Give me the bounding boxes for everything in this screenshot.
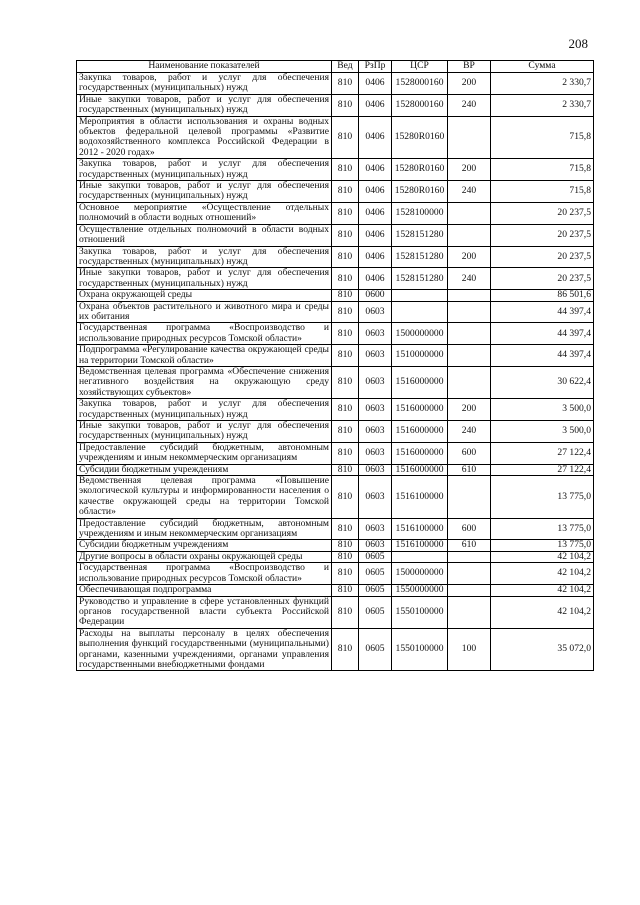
cell-rzpr: 0406 (359, 246, 392, 268)
table-row (77, 159, 594, 181)
cell-vr (448, 116, 491, 159)
cell-ved: 810 (332, 323, 359, 345)
header-name: Наименование показателей (77, 61, 332, 73)
cell-csr: 1516000000 (392, 442, 448, 464)
cell-rzpr: 0603 (359, 421, 392, 443)
cell-name: Государственная программа «Воспроизводство и использование природных ресурсов Томской области» (77, 563, 332, 585)
cell-sum: 35 072,0 (491, 628, 594, 671)
cell-vr: 100 (448, 628, 491, 671)
cell-ved: 810 (332, 585, 359, 596)
table-row (77, 464, 594, 475)
cell-csr (392, 290, 448, 301)
cell-ved: 810 (332, 159, 359, 181)
table-row (77, 268, 594, 290)
cell-csr: 15280R0160 (392, 116, 448, 159)
cell-ved: 810 (332, 551, 359, 562)
cell-vr (448, 301, 491, 323)
header-csr: ЦСР (392, 61, 448, 73)
cell-csr: 1500000000 (392, 563, 448, 585)
cell-vr: 610 (448, 540, 491, 551)
cell-csr: 1550100000 (392, 596, 448, 628)
cell-rzpr: 0603 (359, 366, 392, 398)
cell-rzpr: 0406 (359, 94, 392, 116)
cell-ved: 810 (332, 399, 359, 421)
cell-csr: 15280R0160 (392, 181, 448, 203)
cell-name: Государственная программа «Воспроизводство и использование природных ресурсов Томской области» (77, 323, 332, 345)
cell-rzpr: 0406 (359, 73, 392, 95)
cell-ved: 810 (332, 181, 359, 203)
cell-sum: 2 330,7 (491, 73, 594, 95)
cell-ved: 810 (332, 366, 359, 398)
cell-ved: 810 (332, 540, 359, 551)
cell-ved: 810 (332, 202, 359, 224)
cell-sum: 13 775,0 (491, 540, 594, 551)
cell-vr: 240 (448, 94, 491, 116)
table-row (77, 628, 594, 671)
page-number: 208 (568, 36, 588, 51)
cell-sum: 20 237,5 (491, 224, 594, 246)
cell-name: Подпрограмма «Регулирование качества окружающей среды на территории Томской области» (77, 345, 332, 367)
cell-csr: 1528000160 (392, 94, 448, 116)
cell-name: Закупка товаров, работ и услуг для обеспечения государственных (муниципальных) нужд (77, 399, 332, 421)
cell-sum: 42 104,2 (491, 563, 594, 585)
cell-sum: 44 397,4 (491, 345, 594, 367)
cell-sum: 42 104,2 (491, 585, 594, 596)
cell-name: Мероприятия в области использования и охраны водных объектов федеральной целевой программы «Развитие водохозяйственного комплекса Российской Федерации в 2012 - 2020 годах» (77, 116, 332, 159)
cell-ved: 810 (332, 628, 359, 671)
cell-name: Закупка товаров, работ и услуг для обеспечения государственных (муниципальных) нужд (77, 159, 332, 181)
cell-name: Ведомственная целевая программа «Повышение экологической культуры и информированности населения о качестве окружающей среды на территории Томской области» (77, 476, 332, 519)
header-row (77, 61, 594, 73)
cell-rzpr: 0406 (359, 202, 392, 224)
cell-ved: 810 (332, 73, 359, 95)
cell-name: Руководство и управление в сфере установленных функций органов государственной власти субъекта Российской Федерации (77, 596, 332, 628)
cell-name: Иные закупки товаров, работ и услуг для обеспечения государственных (муниципальных) нужд (77, 181, 332, 203)
cell-name: Расходы на выплаты персоналу в целях обеспечения выполнения функций государственными (муниципальными) органами, казенными учреждениями, органами управления государственными внебюджетными фондами (77, 628, 332, 671)
table-row (77, 596, 594, 628)
cell-csr: 1516000000 (392, 366, 448, 398)
cell-sum: 3 500,0 (491, 421, 594, 443)
cell-vr (448, 585, 491, 596)
cell-rzpr: 0603 (359, 323, 392, 345)
cell-vr (448, 366, 491, 398)
cell-csr: 1550100000 (392, 628, 448, 671)
table-row (77, 345, 594, 367)
cell-name: Обеспечивающая подпрограмма (77, 585, 332, 596)
cell-rzpr: 0406 (359, 181, 392, 203)
budget-table (76, 60, 594, 671)
cell-name: Другие вопросы в области охраны окружающей среды (77, 551, 332, 562)
cell-name: Субсидии бюджетным учреждениям (77, 540, 332, 551)
cell-name: Охрана объектов растительного и животного мира и среды их обитания (77, 301, 332, 323)
cell-rzpr: 0605 (359, 628, 392, 671)
cell-vr: 240 (448, 421, 491, 443)
cell-rzpr: 0603 (359, 518, 392, 540)
cell-rzpr: 0406 (359, 224, 392, 246)
cell-csr: 1510000000 (392, 345, 448, 367)
table-row (77, 224, 594, 246)
cell-ved: 810 (332, 596, 359, 628)
cell-sum: 42 104,2 (491, 551, 594, 562)
cell-vr: 200 (448, 159, 491, 181)
cell-rzpr: 0605 (359, 563, 392, 585)
cell-ved: 810 (332, 94, 359, 116)
table-row (77, 73, 594, 95)
cell-csr: 1516100000 (392, 518, 448, 540)
cell-csr: 1500000000 (392, 323, 448, 345)
cell-rzpr: 0605 (359, 551, 392, 562)
cell-csr: 1516100000 (392, 540, 448, 551)
header-ved: Вед (332, 61, 359, 73)
cell-sum: 2 330,7 (491, 94, 594, 116)
cell-sum: 27 122,4 (491, 464, 594, 475)
cell-csr (392, 301, 448, 323)
table-row (77, 323, 594, 345)
cell-sum: 13 775,0 (491, 476, 594, 519)
cell-sum: 3 500,0 (491, 399, 594, 421)
table-row (77, 476, 594, 519)
cell-rzpr: 0600 (359, 290, 392, 301)
cell-sum: 715,8 (491, 116, 594, 159)
cell-name: Иные закупки товаров, работ и услуг для обеспечения государственных (муниципальных) нужд (77, 421, 332, 443)
cell-vr (448, 596, 491, 628)
cell-csr: 1550000000 (392, 585, 448, 596)
table-row (77, 301, 594, 323)
cell-vr (448, 290, 491, 301)
table-row (77, 421, 594, 443)
cell-ved: 810 (332, 268, 359, 290)
cell-csr (392, 551, 448, 562)
cell-vr (448, 551, 491, 562)
cell-ved: 810 (332, 421, 359, 443)
cell-vr: 600 (448, 518, 491, 540)
table-row (77, 94, 594, 116)
cell-rzpr: 0603 (359, 540, 392, 551)
cell-vr: 240 (448, 181, 491, 203)
cell-rzpr: 0406 (359, 268, 392, 290)
cell-sum: 44 397,4 (491, 301, 594, 323)
cell-rzpr: 0603 (359, 399, 392, 421)
cell-sum: 20 237,5 (491, 246, 594, 268)
cell-rzpr: 0406 (359, 159, 392, 181)
cell-ved: 810 (332, 345, 359, 367)
cell-rzpr: 0406 (359, 116, 392, 159)
cell-rzpr: 0603 (359, 442, 392, 464)
cell-sum: 715,8 (491, 159, 594, 181)
cell-vr: 200 (448, 246, 491, 268)
cell-vr (448, 323, 491, 345)
table-row (77, 563, 594, 585)
cell-csr: 1516000000 (392, 421, 448, 443)
cell-ved: 810 (332, 246, 359, 268)
cell-rzpr: 0603 (359, 345, 392, 367)
cell-csr: 1528151280 (392, 224, 448, 246)
cell-name: Закупка товаров, работ и услуг для обеспечения государственных (муниципальных) нужд (77, 246, 332, 268)
cell-sum: 44 397,4 (491, 323, 594, 345)
cell-ved: 810 (332, 563, 359, 585)
cell-sum: 13 775,0 (491, 518, 594, 540)
cell-vr: 200 (448, 73, 491, 95)
cell-vr: 600 (448, 442, 491, 464)
table-row (77, 181, 594, 203)
table-row (77, 540, 594, 551)
cell-rzpr: 0605 (359, 596, 392, 628)
cell-rzpr: 0603 (359, 476, 392, 519)
cell-ved: 810 (332, 518, 359, 540)
cell-csr: 1516100000 (392, 476, 448, 519)
cell-ved: 810 (332, 301, 359, 323)
cell-ved: 810 (332, 224, 359, 246)
cell-name: Охрана окружающей среды (77, 290, 332, 301)
cell-csr: 1528151280 (392, 268, 448, 290)
cell-vr (448, 345, 491, 367)
cell-ved: 810 (332, 464, 359, 475)
cell-vr: 200 (448, 399, 491, 421)
table-row (77, 442, 594, 464)
cell-csr: 1528151280 (392, 246, 448, 268)
cell-csr: 1528100000 (392, 202, 448, 224)
cell-rzpr: 0603 (359, 464, 392, 475)
table-row (77, 585, 594, 596)
cell-csr: 1516000000 (392, 464, 448, 475)
cell-name: Иные закупки товаров, работ и услуг для обеспечения государственных (муниципальных) нужд (77, 268, 332, 290)
cell-sum: 86 501,6 (491, 290, 594, 301)
cell-vr (448, 563, 491, 585)
header-sum: Сумма (491, 61, 594, 73)
cell-sum: 27 122,4 (491, 442, 594, 464)
cell-vr (448, 224, 491, 246)
table-row (77, 116, 594, 159)
table-row (77, 551, 594, 562)
cell-csr: 1528000160 (392, 73, 448, 95)
cell-sum: 30 622,4 (491, 366, 594, 398)
header-rzpr: РзПр (359, 61, 392, 73)
cell-ved: 810 (332, 442, 359, 464)
cell-csr: 1516000000 (392, 399, 448, 421)
cell-name: Основное мероприятие «Осуществление отдельных полномочий в области водных отношений» (77, 202, 332, 224)
cell-rzpr: 0605 (359, 585, 392, 596)
cell-rzpr: 0603 (359, 301, 392, 323)
cell-csr: 15280R0160 (392, 159, 448, 181)
cell-ved: 810 (332, 290, 359, 301)
table-row (77, 366, 594, 398)
cell-vr (448, 476, 491, 519)
cell-sum: 715,8 (491, 181, 594, 203)
cell-name: Субсидии бюджетным учреждениям (77, 464, 332, 475)
cell-name: Предоставление субсидий бюджетным, автономным учреждениям и иным некоммерческим организациям (77, 442, 332, 464)
cell-sum: 20 237,5 (491, 268, 594, 290)
cell-ved: 810 (332, 476, 359, 519)
cell-vr: 610 (448, 464, 491, 475)
cell-vr: 240 (448, 268, 491, 290)
cell-ved: 810 (332, 116, 359, 159)
table-body (77, 73, 594, 671)
cell-sum: 42 104,2 (491, 596, 594, 628)
table-row (77, 518, 594, 540)
table-row (77, 290, 594, 301)
header-vr: ВР (448, 61, 491, 73)
cell-vr (448, 202, 491, 224)
cell-sum: 20 237,5 (491, 202, 594, 224)
table-row (77, 246, 594, 268)
cell-name: Иные закупки товаров, работ и услуг для обеспечения государственных (муниципальных) нужд (77, 94, 332, 116)
cell-name: Ведомственная целевая программа «Обеспечение снижения негативного воздействия на окружающую среду хозяйствующих субъектов» (77, 366, 332, 398)
cell-name: Предоставление субсидий бюджетным, автономным учреждениям и иным некоммерческим организациям (77, 518, 332, 540)
cell-name: Осуществление отдельных полномочий в области водных отношений (77, 224, 332, 246)
table-row (77, 399, 594, 421)
cell-name: Закупка товаров, работ и услуг для обеспечения государственных (муниципальных) нужд (77, 73, 332, 95)
table-row (77, 202, 594, 224)
